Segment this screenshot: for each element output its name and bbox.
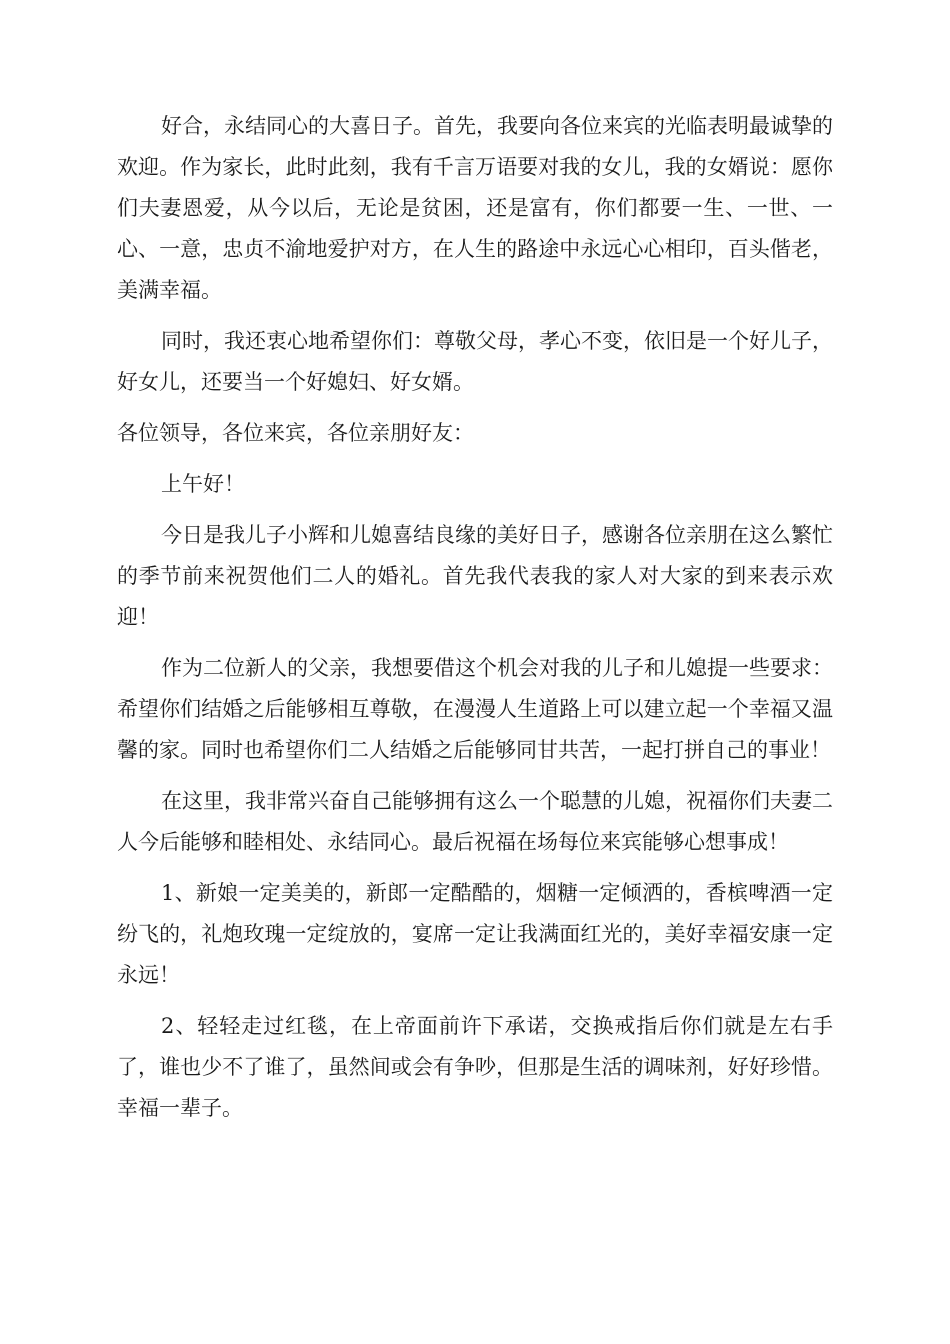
list-item-2: 2、轻轻走过红毯，在上帝面前许下承诺，交换戒指后你们就是左右手了，谁也少不了谁了，虽然间或会有争吵，但那是生活的调味剂，好好珍惜。幸福一辈子。 — [117, 1014, 833, 1120]
paragraph-6: 作为二位新人的父亲，我想要借这个机会对我的儿子和儿媳提一些要求：希望你们结婚之后能够相互尊敬，在漫漫人生道路上可以建立起一个幸福又温馨的家。同时也希望你们二人结婚之后能够同甘共苦，一起打拼自己的事业！ — [117, 656, 833, 762]
paragraph-1: 好合，永结同心的大喜日子。首先，我要向各位来宾的光临表明最诚挚的欢迎。作为家长，此时此刻，我有千言万语要对我的女儿，我的女婿说：愿你们夫妻恩爱，从今以后，无论是贫困，还是富有，你们都要一生、一世、一心、一意，忠贞不渝地爱护对方，在人生的路途中永远心心相印，百头偕老，美满幸福。 — [117, 114, 833, 302]
paragraph-5: 今日是我儿子小辉和儿媳喜结良缘的美好日子，感谢各位亲朋在这么繁忙的季节前来祝贺他们二人的婚礼。首先我代表我的家人对大家的到来表示欢迎！ — [117, 523, 833, 629]
greeting: 上午好！ — [161, 472, 245, 496]
paragraph-7: 在这里，我非常兴奋自己能够拥有这么一个聪慧的儿媳，祝福你们夫妻二人今后能够和睦相处、永结同心。最后祝福在场每位来宾能够心想事成！ — [117, 789, 833, 854]
salutation: 各位领导，各位来宾，各位亲朋好友： — [117, 421, 474, 445]
paragraph-2: 同时，我还衷心地希望你们：尊敬父母，孝心不变，依旧是一个好儿子，好女儿，还要当一个好媳妇、好女婿。 — [117, 329, 833, 394]
document-body — [117, 106, 833, 1139]
list-item-1: 1、新娘一定美美的，新郎一定酷酷的，烟糖一定倾洒的，香槟啤酒一定纷飞的，礼炮玫瑰一定绽放的，宴席一定让我满面红光的，美好幸福安康一定永远！ — [117, 881, 833, 987]
